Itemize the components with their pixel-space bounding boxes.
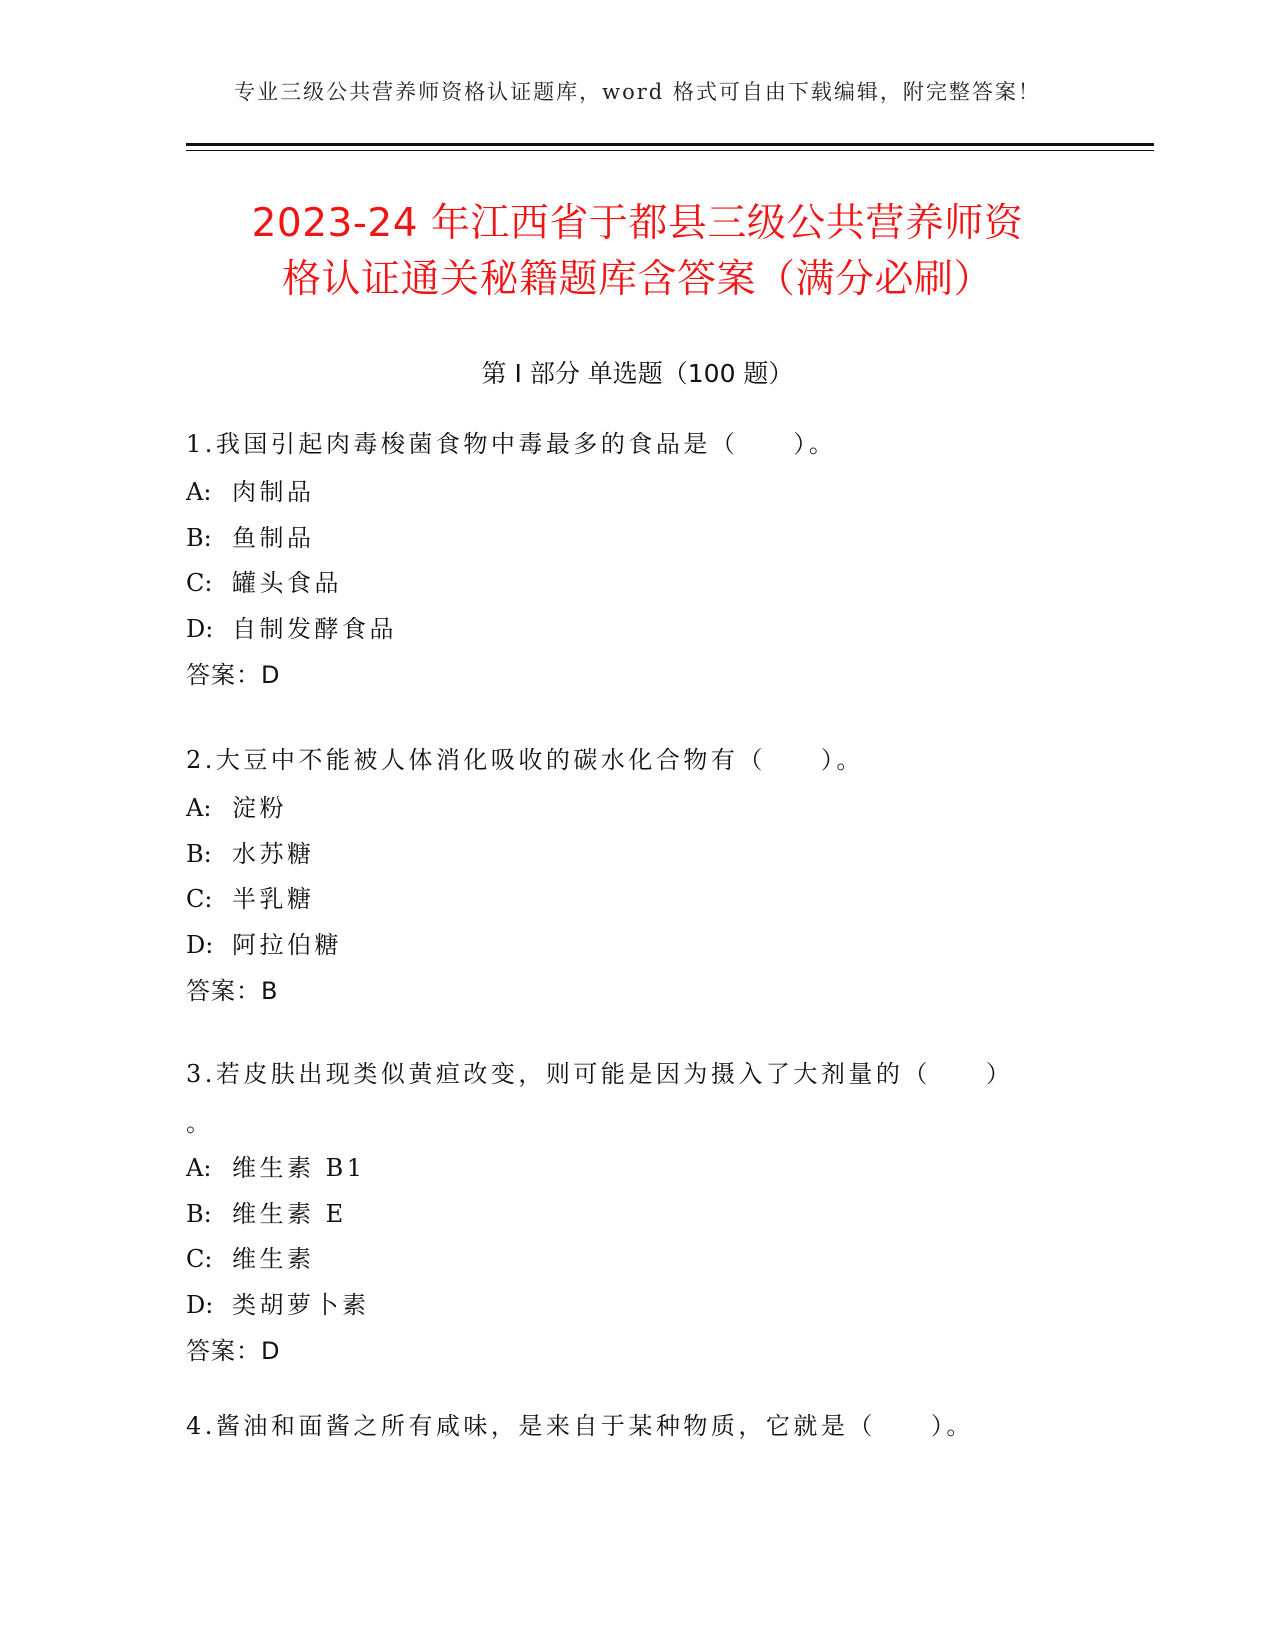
answer: 答案：B: [186, 977, 279, 1005]
option-letter: B:: [186, 839, 212, 868]
header-note: 专业三级公共营养师资格认证题库，word 格式可自由下载编辑，附完整答案！: [234, 80, 1041, 104]
title-line-1: 2023-24 年江西省于都县三级公共营养师资: [251, 201, 1024, 246]
header-rule-thick: [186, 143, 1154, 146]
option-text: 自制发酵食品: [232, 614, 397, 643]
option-text: 维生素: [232, 1245, 315, 1273]
option-letter: B:: [186, 1199, 212, 1228]
question-stem: 2.大豆中不能被人体消化吸收的碳水化合物有（ ）。: [186, 746, 864, 774]
option-a: [186, 786, 1086, 832]
option-letter: A:: [186, 794, 212, 822]
option-text: 水苏糖: [232, 839, 315, 868]
header-rule-thin: [186, 150, 1154, 151]
question-2: [186, 734, 1086, 1014]
option-letter: B:: [186, 523, 212, 552]
option-a: [186, 1146, 1086, 1192]
option-text: 罐头食品: [232, 569, 342, 597]
question-stem-continued: 。: [186, 1109, 214, 1137]
option-c: [186, 561, 1086, 607]
option-b: [186, 516, 1086, 562]
question-stem: 3.若皮肤出现类似黄疸改变，则可能是因为摄入了大剂量的（ ）: [186, 1060, 1014, 1088]
section-heading: 第 I 部分 单选题（100 题）: [481, 359, 794, 388]
answer: 答案：D: [186, 661, 281, 689]
option-a: [186, 470, 1086, 516]
option-letter: A:: [186, 478, 212, 506]
option-c: [186, 1237, 1086, 1283]
option-letter: C:: [186, 569, 213, 597]
title-line-2: 格认证通关秘籍题库含答案（满分必刷）: [281, 257, 993, 302]
option-text: 半乳糖: [232, 885, 315, 913]
option-c: [186, 877, 1086, 923]
option-b: [186, 832, 1086, 878]
question-stem: 1.我国引起肉毒梭菌食物中毒最多的食品是（ ）。: [186, 430, 837, 458]
question-3: [186, 1048, 1086, 1374]
option-d: [186, 1283, 1086, 1329]
option-text: 类胡萝卜素: [232, 1290, 370, 1319]
option-letter: D:: [186, 1290, 214, 1319]
option-text: 鱼制品: [232, 523, 315, 552]
document-title: [186, 196, 1089, 308]
option-text: 阿拉伯糖: [232, 930, 342, 959]
answer: 答案：D: [186, 1337, 281, 1365]
question-1: [186, 418, 1086, 698]
option-letter: A:: [186, 1154, 212, 1182]
option-letter: D:: [186, 930, 214, 959]
option-text: 维生素 B1: [232, 1154, 366, 1182]
option-b: [186, 1192, 1086, 1238]
option-text: 肉制品: [232, 478, 315, 506]
option-letter: D:: [186, 614, 214, 643]
option-text: 维生素 E: [232, 1199, 347, 1228]
option-d: [186, 607, 1086, 653]
question-4: [186, 1400, 1086, 1452]
question-stem: 4.酱油和面酱之所有咸味，是来自于某种物质，它就是（ ）。: [186, 1412, 974, 1440]
option-d: [186, 923, 1086, 969]
option-letter: C:: [186, 885, 213, 913]
option-text: 淀粉: [232, 794, 287, 822]
option-letter: C:: [186, 1245, 213, 1273]
